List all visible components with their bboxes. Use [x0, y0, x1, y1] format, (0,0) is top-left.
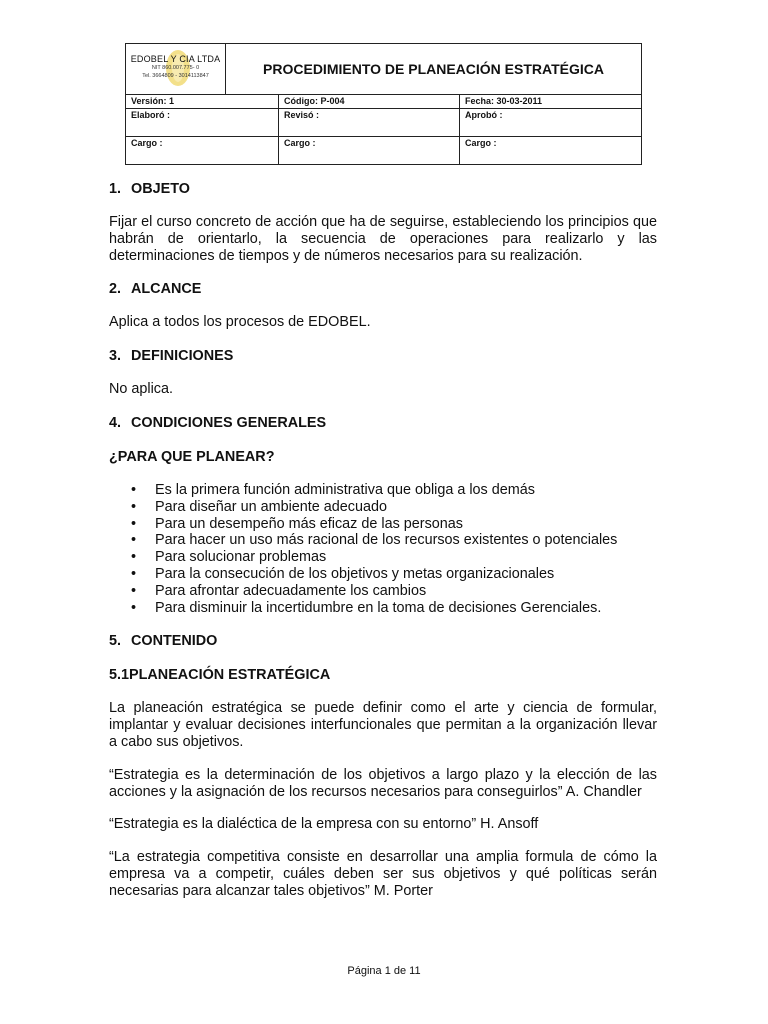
- list-item: • Para diseñar un ambiente adecuado: [131, 498, 388, 515]
- reviewed-by-cell: Revisó :: [279, 109, 460, 137]
- paragraph-definition: La planeación estratégica se puede definir como el arte y ciencia de formular, implantar y evaluar decisiones interfuncionales que permitan a la organización llevar a cabo sus objetivos.: [109, 700, 657, 750]
- section-heading-alcance: 2. ALCANCE: [109, 281, 202, 298]
- planning-reasons-list: [109, 482, 657, 616]
- list-item: • Para hacer un uso más racional de los recursos existentes o potenciales: [131, 532, 618, 549]
- definiciones-paragraph: No aplica.: [109, 381, 173, 398]
- list-item: • Para solucionar problemas: [131, 549, 327, 566]
- list-item: • Para disminuir la incertidumbre en la toma de decisiones Gerenciales.: [131, 599, 602, 616]
- subheading-para-que-planear: ¿PARA QUE PLANEAR?: [109, 448, 275, 465]
- code-cell: Código: P-004: [279, 95, 460, 109]
- position-cell-3: Cargo :: [460, 137, 642, 165]
- page-number: Página 1 de 11: [347, 965, 421, 977]
- company-logo: [126, 44, 226, 95]
- document-title: PROCEDIMIENTO DE PLANEACIÓN ESTRATÉGICA: [226, 44, 642, 95]
- approved-by-cell: Aprobó :: [460, 109, 642, 137]
- list-item: • Para afrontar adecuadamente los cambios: [131, 582, 427, 599]
- list-item: • Es la primera función administrativa que obliga a los demás: [131, 481, 535, 498]
- section-heading-contenido: 5. CONTENIDO: [109, 633, 218, 650]
- quote-porter: “La estrategia competitiva consiste en desarrollar una amplia formula de cómo la empresa va a competir, cuáles deben ser sus objetivos y qué políticas serán necesarias para alcanzar tales objetivos” M. Porter: [109, 849, 657, 899]
- list-item: • Para la consecución de los objetivos y metas organizacionales: [131, 565, 555, 582]
- position-cell-2: Cargo :: [279, 137, 460, 165]
- list-item: • Para un desempeño más eficaz de las personas: [131, 515, 463, 532]
- prepared-by-cell: Elaboró :: [126, 109, 279, 137]
- alcance-paragraph: Aplica a todos los procesos de EDOBEL.: [109, 314, 371, 331]
- company-name: EDOBEL Y CIA LTDA: [130, 54, 221, 64]
- quote-chandler: “Estrategia es la determinación de los objetivos a largo plazo y la elección de las acciones y la asignación de los recursos necesarios para conseguirlos” A. Chandler: [109, 766, 657, 800]
- quote-ansoff: “Estrategia es la dialéctica de la empresa con su entorno” H. Ansoff: [109, 816, 539, 833]
- version-cell: Versión: 1: [126, 95, 279, 109]
- document-header-table: [125, 43, 642, 165]
- section-heading-condiciones: 4. CONDICIONES GENERALES: [109, 414, 327, 431]
- objeto-paragraph: Fijar el curso concreto de acción que ha de seguirse, estableciendo los principios que habrán de orientarlo, la secuencia de operaciones para realizarlo y las determinaciones de tiempos y de números necesarios para su realización.: [109, 214, 657, 264]
- document-body: [109, 180, 657, 900]
- subheading-planeacion-estrategica: 5.1PLANEACIÓN ESTRATÉGICA: [109, 667, 331, 684]
- date-cell: Fecha: 30-03-2011: [460, 95, 642, 109]
- section-heading-objeto: 1. OBJETO: [109, 181, 190, 197]
- company-phone: Tel. 3664809 - 3014113847: [142, 73, 209, 79]
- section-heading-definiciones: 3. DEFINICIONES: [109, 348, 234, 365]
- company-nit: NIT 860.007.775- 0: [151, 65, 200, 71]
- position-cell-1: Cargo :: [126, 137, 279, 165]
